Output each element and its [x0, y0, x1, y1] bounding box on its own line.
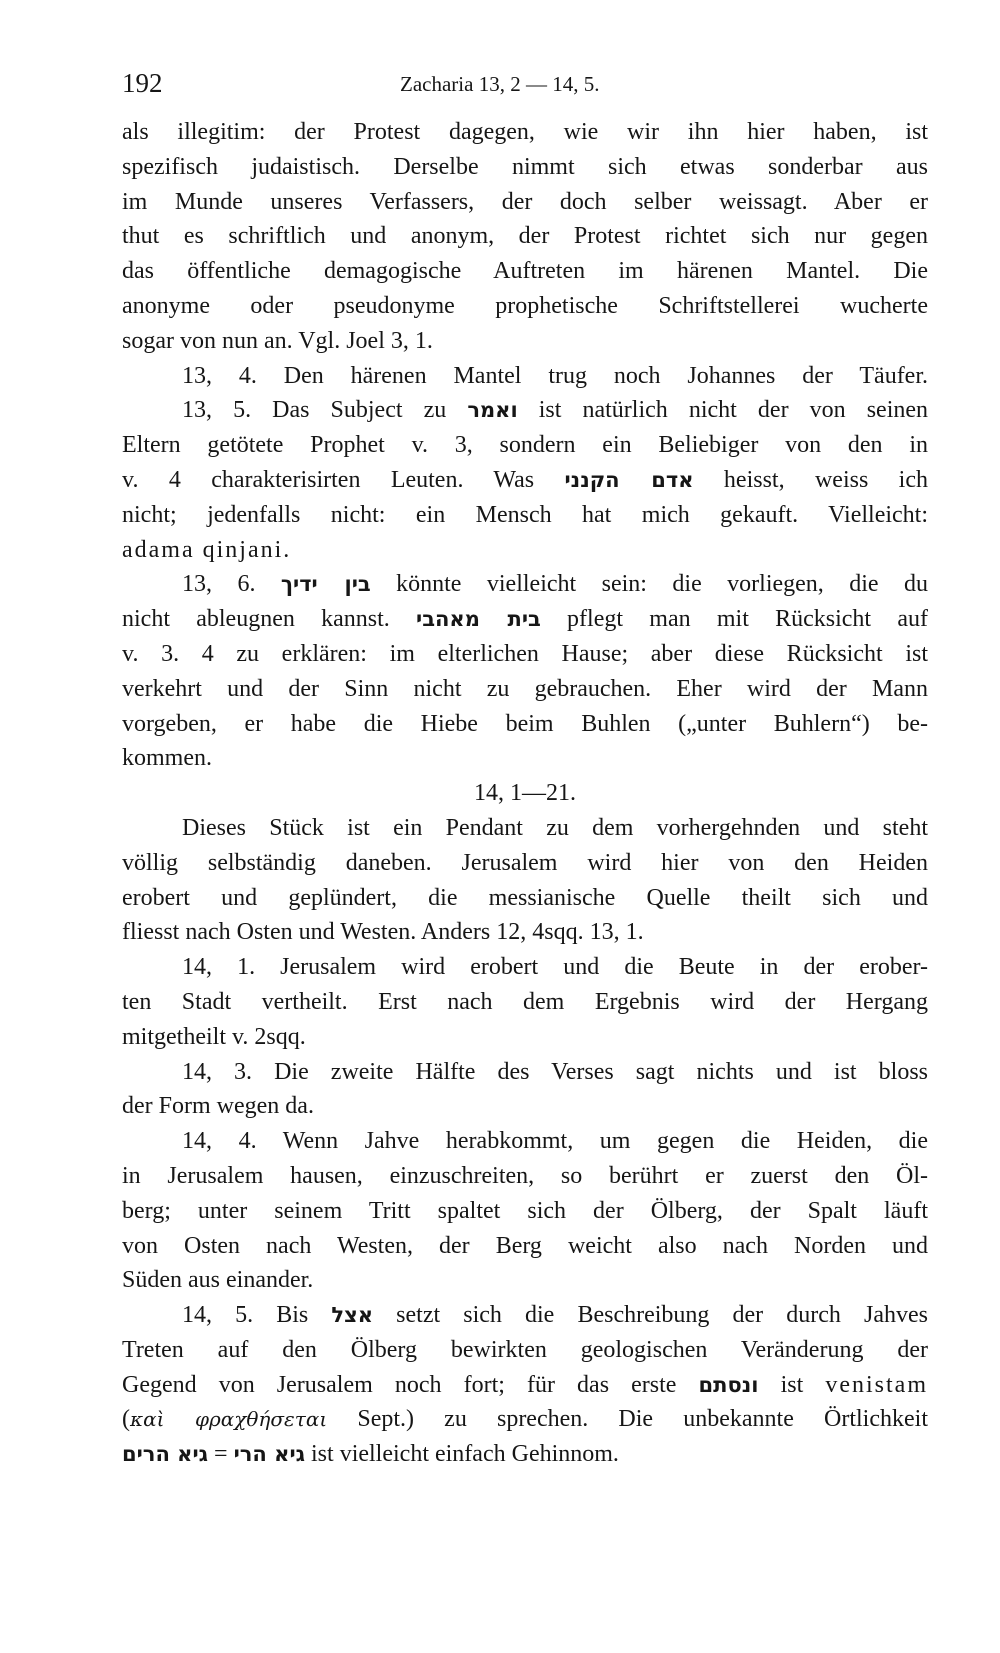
text-line: v. 4 charakterisirten Leuten. Was אדם הקנני heisst, weiss ich [122, 466, 928, 493]
text-line: spezifisch judaistisch. Derselbe nimmt sich etwas sonderbar aus [122, 153, 928, 180]
text-line: Gegend von Jerusalem noch fort; für das erste ונסתם ist venistam [122, 1371, 928, 1398]
text-line: erobert und geplündert, die messianische Quelle theilt sich und [122, 884, 928, 911]
text-line: fliesst nach Osten und Westen. Anders 12, 4sqq. 13, 1. [122, 919, 644, 946]
text-line: anonyme oder pseudonyme prophetische Schriftstellerei wucherte [122, 292, 928, 319]
hebrew-term: בית מאהבי [416, 607, 541, 632]
page-number: 192 [122, 68, 163, 98]
text-line: der Form wegen da. [122, 1093, 314, 1120]
text-line: nicht ableugnen kannst. בית מאהבי pflegt man mit Rücksicht auf [122, 606, 928, 633]
hebrew-term: גיא הרים [122, 1442, 209, 1467]
text-line: גיא הרים = גיא הרי ist vielleicht einfach Gehinnom. [122, 1441, 619, 1468]
hebrew-term: אצל [331, 1303, 374, 1328]
text-line: v. 3. 4 zu erklären: im elterlichen Hause; aber diese Rücksicht ist [122, 640, 928, 667]
text-line: 13, 5. Das Subject zu ואמר ist natürlich nicht der von seinen [182, 397, 929, 424]
text-line: 14, 5. Bis אצל setzt sich die Beschreibung der durch Jahves [182, 1302, 929, 1329]
text-line: kommen. [122, 745, 212, 772]
text-line: berg; unter seinem Tritt spaltet sich der Ölberg, der Spalt läuft [122, 1197, 928, 1224]
hebrew-term: גיא הרי [233, 1442, 306, 1467]
text-line: Dieses Stück ist ein Pendant zu dem vorhergehnden und steht [182, 814, 928, 841]
text-line: 13, 6. בין ידיך könnte vielleicht sein: die vorliegen, die du [182, 571, 929, 598]
text-line: das öffentliche demagogische Auftreten im härenen Mantel. Die [122, 258, 928, 285]
text-line: völlig selbständig daneben. Jerusalem wird hier von den Heiden [122, 849, 928, 876]
text-line: 14, 3. Die zweite Hälfte des Verses sagt nichts und ist bloss [182, 1058, 928, 1085]
text-line: vorgeben, er habe die Hiebe beim Buhlen („unter Buhlern“) be- [122, 710, 928, 737]
text-line: 14, 4. Wenn Jahve herabkommt, um gegen die Heiden, die [182, 1128, 928, 1155]
text-line: Treten auf den Ölberg bewirkten geologischen Veränderung der [122, 1336, 928, 1363]
text-line: adama qinjani. [122, 536, 292, 563]
text-line: verkehrt und der Sinn nicht zu gebrauchen. Eher wird der Mann [122, 675, 928, 702]
text-line: ten Stadt vertheilt. Erst nach dem Ergebnis wird der Hergang [122, 988, 928, 1015]
hebrew-term: בין ידיך [280, 572, 371, 597]
text-line: (καὶ φραχθήσεται Sept.) zu sprechen. Die unbekannte Örtlichkeit [122, 1406, 928, 1433]
running-title: Zacharia 13, 2 — 14, 5. [400, 72, 600, 96]
text-line: von Osten nach Westen, der Berg weicht also nach Norden und [122, 1232, 928, 1259]
text-line: im Munde unseres Verfassers, der doch selber weissagt. Aber er [122, 188, 928, 215]
text-line: thut es schriftlich und anonym, der Protest richtet sich nur gegen [122, 223, 928, 250]
text-line: 13, 4. Den härenen Mantel trug noch Johannes der Täufer. [182, 362, 928, 389]
greek-term: καὶ φραχθήσεται [130, 1407, 328, 1432]
text-line: nicht; jedenfalls nicht: ein Mensch hat mich gekauft. Vielleicht: [122, 501, 928, 528]
section-heading: 14, 1—21. [474, 780, 576, 807]
text-line: Eltern getötete Prophet v. 3, sondern ein Beliebiger von den in [122, 432, 928, 459]
text-line: sogar von nun an. Vgl. Joel 3, 1. [122, 327, 433, 354]
text-line: Süden aus einander. [122, 1267, 314, 1294]
text-line: in Jerusalem hausen, einzuschreiten, so berührt er zuerst den Öl- [122, 1162, 928, 1189]
text-line: 14, 1. Jerusalem wird erobert und die Beute in der erober- [182, 954, 928, 981]
hebrew-term: אדם הקנני [564, 467, 694, 492]
transliteration: venistam [825, 1371, 928, 1398]
text-line: mitgetheilt v. 2sqq. [122, 1023, 306, 1050]
text-line: als illegitim: der Protest dagegen, wie wir ihn hier haben, ist [122, 119, 928, 145]
hebrew-term: ואמר [467, 398, 518, 423]
body-text [122, 115, 928, 1472]
hebrew-term: ונסתם [698, 1372, 759, 1397]
running-head [122, 68, 922, 108]
